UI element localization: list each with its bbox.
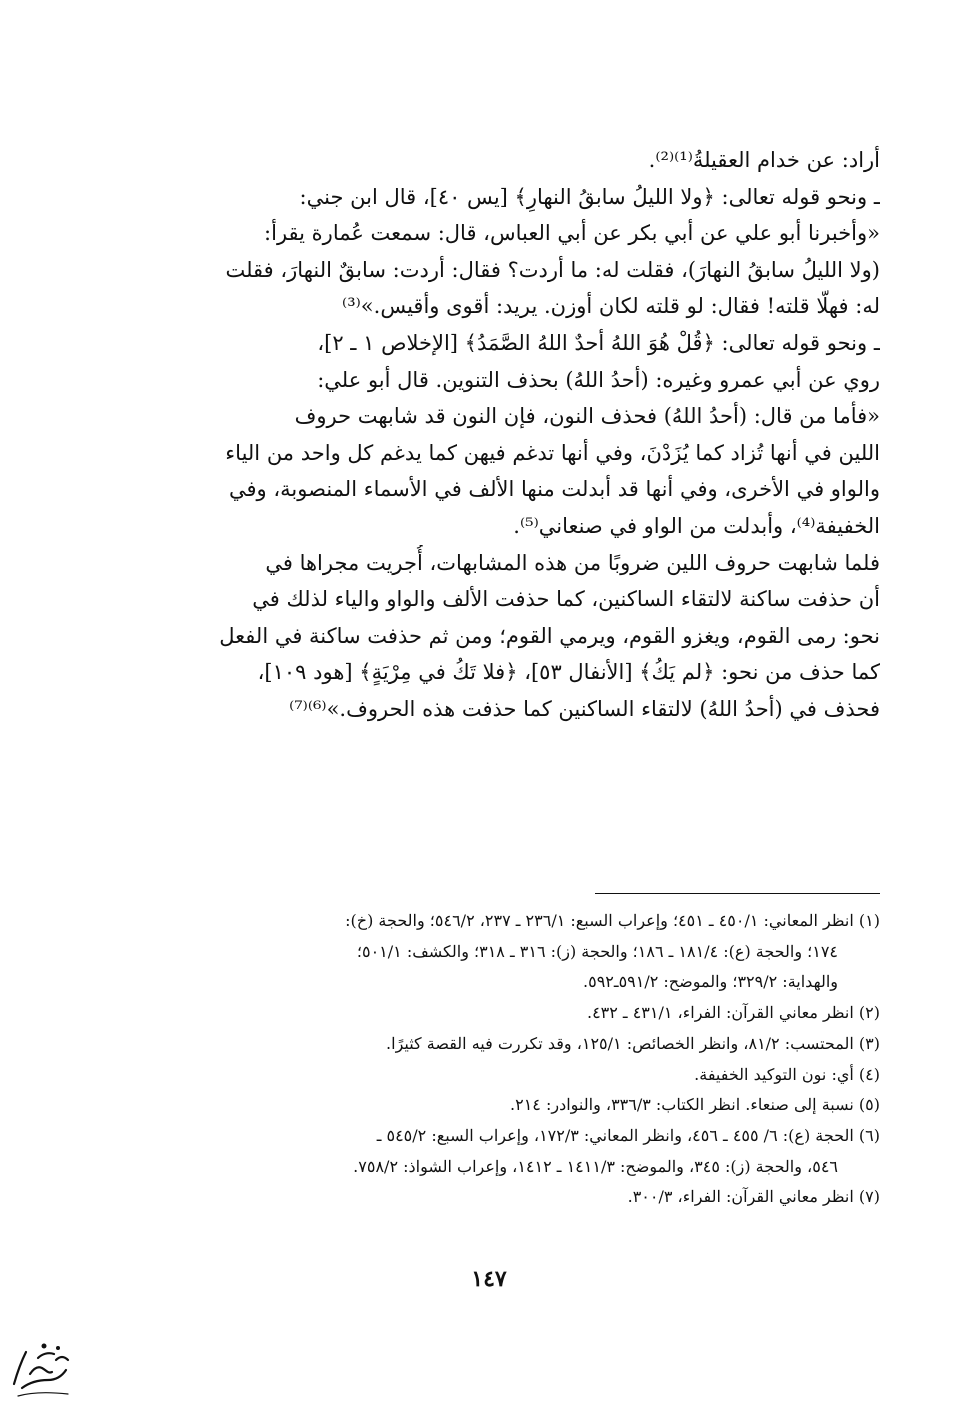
text-line: أن حذفت ساكنة لالتقاء الساكنين، كما حذفت الألف والواو والياء لذلك في [252, 587, 880, 612]
footnote-6 [128, 1121, 880, 1182]
footnote-3 [128, 1029, 880, 1060]
text-line: فحذف في (أحدُ اللهُ) لالتقاء الساكنين كما حذفت هذه الحروف.»⁽⁶⁾⁽⁷⁾ [289, 696, 880, 721]
text-line: «وأخبرنا أبو علي عن أبي بكر عن أبي العباس، قال: سمعت عُمارة يقرأ: [264, 221, 880, 246]
text-line: فلما شابهت حروف اللين ضروبًا من هذه المشابهات، أُجريت مجراها في [265, 550, 880, 575]
footnote-2 [128, 998, 880, 1029]
main-text [160, 142, 880, 728]
text-line: ـ ونحو قوله تعالى: ﴿ولا الليلُ سابقُ النهارِ﴾ [يس ٤٠]، قال ابن جني: [299, 184, 880, 209]
footnote-7 [128, 1182, 880, 1213]
text-line: له: فهلّا قلته! فقال: لو قلته لكان أوزن. يريد: أقوى وأقيس.»⁽³⁾ [342, 294, 880, 319]
footnote-line: والهداية: ٣٢٩/٢؛ والموضح: ٥٩١/٢ـ٥٩٢. [583, 972, 838, 992]
text-line: كما حذف من نحو: ﴿لم يَكُ﴾ [الأنفال ٥٣]، ﴿فلا تَكُ في مِرْيَةٍ﴾ [هود ١٠٩]، [257, 660, 880, 685]
footnote-line: (٦) الحجة (ع): ٦/ ٤٥٥ ـ ٤٥٦، وانظر المعاني: ١٧٢/٣، وإعراب السبع: ٥٤٥/٢ ـ [376, 1125, 880, 1145]
page-number: ١٤٧ [471, 1266, 507, 1292]
footnote-line: (٥) نسبة إلى صنعاء. انظر الكتاب: ٣٣٦/٣، والنوادر: ٢١٤. [510, 1095, 880, 1115]
footnote-1 [128, 906, 880, 998]
footnote-line: (١) انظر المعاني: ٤٥٠/١ ـ ٤٥١؛ وإعراب السبع: ٢٣٦/١ ـ ٢٣٧، ٥٤٦/٢؛ والحجة (خ): [345, 911, 880, 930]
text-line: روي عن أبي عمرو وغيره: (أحدُ اللهُ) بحذف التنوين. قال أبو علي: [317, 367, 880, 392]
text-line: اللين في أنها تُزاد كما يُزَدْنَ، وفي أنها تدغم فيهن كما يدغم كل واحد من الياء [225, 440, 880, 465]
footnote-line: (٢) انظر معاني القرآن: الفراء، ٤٣١/١ ـ ٤٣٢. [586, 1003, 880, 1023]
footnote-separator [595, 893, 880, 894]
text-line: «فأما من قال: (أحدُ اللهُ) فحذف النون، فإن النون قد شابهت حروف [294, 404, 880, 429]
footnote-4 [128, 1060, 880, 1091]
footnote-5 [128, 1090, 880, 1121]
footnote-line: ١٧٤؛ والحجة (ع): ١٨١/٤ ـ ١٨٦؛ والحجة (ز): ٣١٦ ـ ٣١٨؛ والكشف: ٥٠١/١؛ [356, 941, 838, 961]
footnote-line: (٤) أي: نون التوكيد الخفيفة. [694, 1064, 880, 1084]
seal-logo-icon [8, 1330, 74, 1404]
text-line: ـ ونحو قوله تعالى: ﴿قُلْ هُوَ اللهُ أحدٌ اللهُ الصَّمَدُ﴾ [الإخلاص ١ ـ ٢]، [317, 330, 880, 355]
text-line: (ولا الليلُ سابقُ النهارَ)، فقلت له: ما أردت؟ فقال: أردت: سابقٌ النهارَ، فقلت [225, 257, 880, 282]
text-line: والواو في الأخرى، وفي أنها قد أبدلت منها الألف في الأسماء المنصوبة، وفي [229, 477, 880, 502]
footnotes [128, 906, 880, 1213]
footnote-line: (٧) انظر معاني القرآن: الفراء، ٣٠٠/٣. [627, 1187, 880, 1207]
text-line: الخفيفة⁽⁴⁾، وأبدلت من الواو في صنعاني⁽⁵⁾. [513, 513, 880, 538]
text-line: نحو: رمى القوم، ويغزو القوم، ويرمي القوم؛ ومن ثم حذفت ساكنة في الفعل [219, 623, 880, 648]
footnote-line: ٥٤٦، والحجة (ز): ٣٤٥، والموضح: ١٤١١/٣ ـ ١٤١٢، وإعراب الشواذ: ٧٥٨/٢. [353, 1156, 838, 1176]
text-line: أراد: عن خدام العقيلةُ⁽¹⁾⁽²⁾. [648, 148, 880, 172]
footnote-line: (٣) المحتسب: ٨١/٢، وانظر الخصائص: ١٢٥/١، وقد تكررت فيه القصة كثيرًا. [386, 1033, 880, 1053]
